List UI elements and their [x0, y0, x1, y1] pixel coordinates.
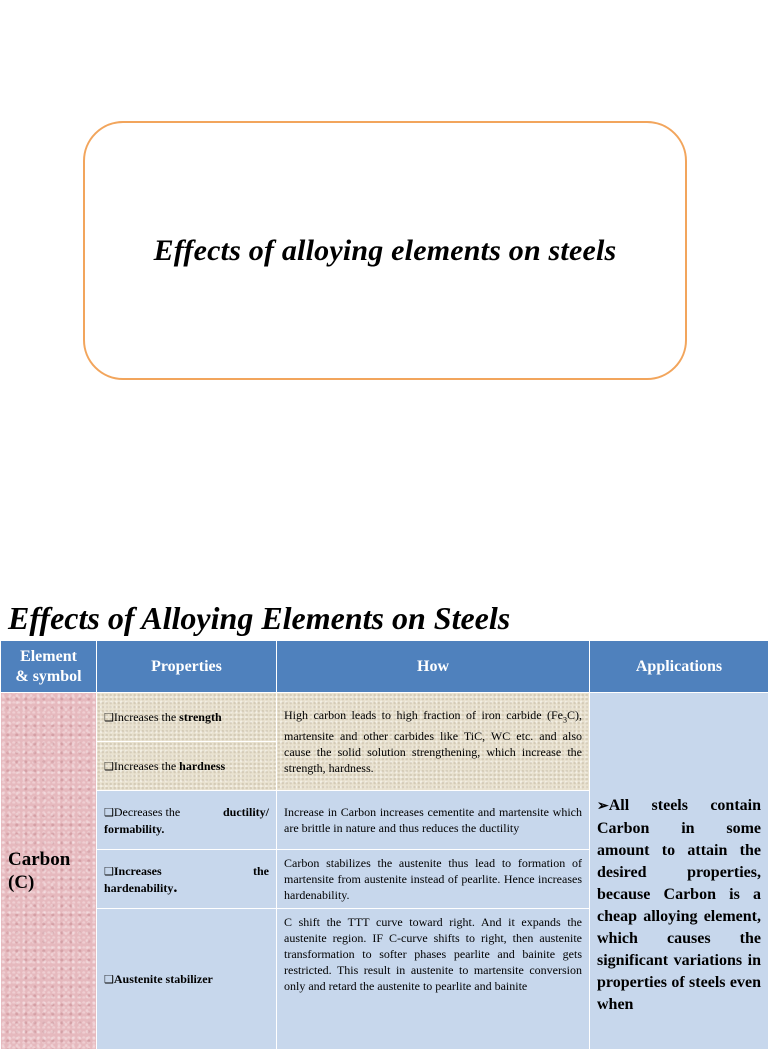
how-ductility: Increase in Carbon increases cementite and martensite which are brittle in nature and thus reduces the ductility — [277, 791, 590, 850]
how-austenite: C shift the TTT curve toward right. And it expands the austenite region. IF C-curve shifts to right, then austenite transformation to softer phases pearlite and bainite gets restricted. This result in austenite to martensite conversion only and retard the austenite to pearlite and bainite — [277, 909, 590, 1050]
property-bold: formability. — [104, 822, 164, 836]
element-cell — [1, 693, 97, 1050]
checkbox-icon: ❑ — [104, 712, 114, 724]
element-name: Carbon — [8, 849, 70, 870]
property-bold: Austenite stabilizer — [114, 972, 213, 986]
property-bold: hardenability — [104, 881, 173, 895]
how-subscript: 3 — [563, 715, 567, 724]
how-strength-hardness — [277, 693, 590, 791]
property-bold: strength — [179, 710, 221, 724]
arrow-icon: ➢ — [597, 799, 609, 814]
property-bold: the — [253, 863, 269, 880]
checkbox-icon: ❑ — [104, 866, 114, 878]
slide-title: Effects of alloying elements on steels — [154, 234, 617, 268]
header-element-line2: & symbol — [15, 668, 81, 685]
table-slide-title: Effects of Alloying Elements on Steels — [8, 600, 510, 637]
header-how: How — [277, 641, 590, 693]
element-symbol: (C) — [8, 872, 34, 893]
property-strength — [97, 693, 277, 742]
property-dot: . — [173, 879, 177, 896]
property-bold: Increases — [114, 864, 162, 878]
header-element-line1: Element — [20, 648, 77, 665]
property-text: Increases the — [114, 759, 179, 773]
how-hardenability: Carbon stabilizes the austenite thus lead to formation of martensite from austenite instead of pearlite. Hence increases hardenability. — [277, 850, 590, 909]
property-ductility — [97, 791, 277, 850]
header-applications: Applications — [590, 641, 768, 693]
property-austenite — [97, 909, 277, 1050]
property-hardenability — [97, 850, 277, 909]
how-text-a: High carbon leads to high fraction of iron carbide (Fe — [284, 708, 563, 722]
table-header-row — [1, 641, 768, 693]
checkbox-icon: ❑ — [104, 761, 114, 773]
table-row — [1, 693, 768, 742]
applications-cell — [590, 693, 768, 1050]
alloying-elements-table — [0, 640, 768, 1050]
header-properties: Properties — [97, 641, 277, 693]
checkbox-icon: ❑ — [104, 974, 114, 986]
how-text-b: C), martensite and other carbides like TiC, WC etc. and also cause the solid solution strengthening, which increase the strength, hardness. — [284, 708, 582, 775]
property-bold: ductility/ — [223, 804, 269, 821]
checkbox-icon: ❑ — [104, 807, 114, 819]
property-hardness — [97, 742, 277, 791]
property-bold: hardness — [179, 759, 225, 773]
header-element — [1, 641, 97, 693]
applications-text: All steels contain Carbon in some amount to attain the desired properties, because Carbon is a cheap alloying element, which causes the significant variations in properties of steels even when — [597, 797, 761, 1013]
property-text: Decreases the — [114, 805, 180, 819]
property-text: Increases the — [114, 710, 179, 724]
title-box — [83, 121, 687, 380]
